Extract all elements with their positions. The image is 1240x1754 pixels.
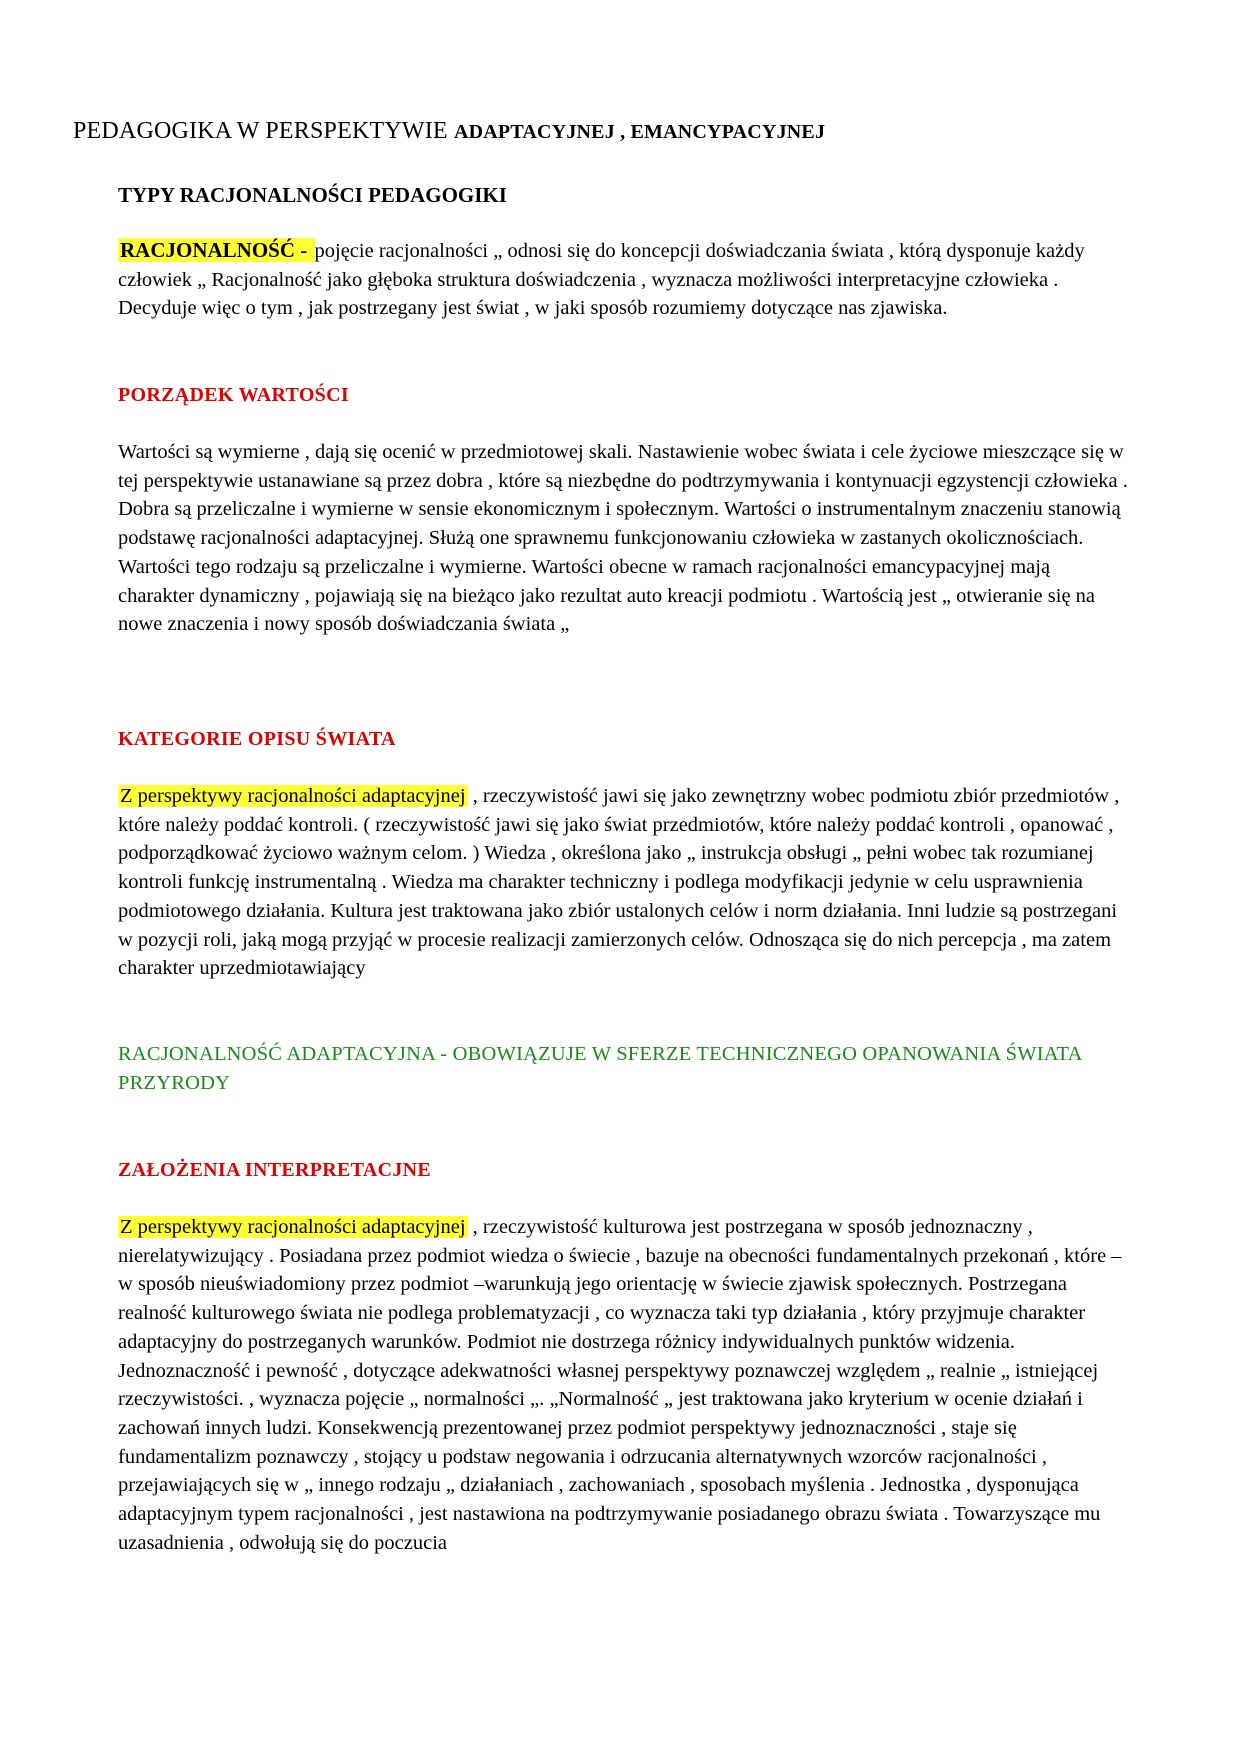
document-title xyxy=(73,118,825,145)
document-subtitle: TYPY RACJONALNOŚCI PEDAGOGIKI xyxy=(118,183,507,207)
section-heading-assumptions: ZAŁOŻENIA INTERPRETACJNE xyxy=(118,1159,432,1181)
assumptions-text: , rzeczywistość kulturowa jest postrzegana w sposób jednoznaczny , nierelatywizujący . Posiadana przez podmiot wiedza o świecie , bazuje na obecności fundamentalnych przekonań , które – w sposób nieuświadomiony przez podmiot –warunkują jego orientację w świecie zjawisk społecznych. Postrzegana realność kulturowego świata nie podlega problematyzacji , co wyznacza taki typ działania , który przyjmuje charakter adaptacyjny do postrzeganych warunków. Podmiot nie dostrzega różnicy indywidualnych punktów widzenia. Jednoznaczność i pewność , dotyczące adekwatności własnej perspektywy poznawczej względem „ realnie „ istniejącej rzeczywistości. , wyznacza pojęcie „ normalności „. „Normalność „ jest traktowana jako kryterium w ocenie działań i zachowań innych ludzi. Konsekwencją prezentowanej przez podmiot perspektywy jednoznaczności , staje się fundamentalizm poznawczy , stojący u podstaw negowania i odrzucania alternatywnych wzorców racjonalności , przejawiających się w „ innego rodzaju „ działaniach , zachowaniach , sposobach myślenia . Jednostka , dysponująca adaptacyjnym typem racjonalności , jest nastawiona na podtrzymywanie posiadanego obrazu świata . Towarzyszące mu uzasadnienia , odwołują się do poczucia xyxy=(118,1216,1122,1554)
assumptions-paragraph xyxy=(118,1213,1128,1557)
categories-paragraph xyxy=(118,782,1128,983)
section-heading-values: PORZĄDEK WARTOŚCI xyxy=(118,384,349,406)
section-heading-categories: KATEGORIE OPISU ŚWIATA xyxy=(118,728,396,750)
categories-text: , rzeczywistość jawi się jako zewnętrzny wobec podmiotu zbiór przedmiotów , które należy poddać kontroli. ( rzeczywistość jawi się jako świat przedmiotów, które należy poddać kontroli , opanować , podporządkować życiowo ważnym celom. ) Wiedza , określona jako „ instrukcja obsługi „ pełni wobec tak rozumianej kontroli funkcję instrumentalną . Wiedza ma charakter techniczny i podlega modyfikacji jedynie w celu usprawnienia podmiotowego działania. Kultura jest traktowana jako zbiór ustalonych celów i norm działania. Inni ludzie są postrzegani w pozycji roli, jaką mogą przyjąć w procesie realizacji zamierzonych celów. Odnosząca się do nich percepcja , ma zatem charakter uprzedmiotawiający xyxy=(118,785,1120,980)
title-sub: ADAPTACYJNEJ , EMANCYPACYJNEJ xyxy=(454,121,826,143)
adaptive-rationality-note: RACJONALNOŚĆ ADAPTACYJNA - OBOWIĄZUJE W SFERZE TECHNICZNEGO OPANOWANIA ŚWIATA PRZYRODY xyxy=(118,1043,1082,1094)
values-paragraph: Wartości są wymierne , dają się ocenić w przedmiotowej skali. Nastawienie wobec świata i cele życiowe mieszczące się w tej perspektywie ustanawiane są przez dobra , które są niezbędne do podtrzymywania i kontynuacji egzystencji człowieka . Dobra są przeliczalne i wymierne w sensie ekonomicznym i społecznym. Wartości o instrumentalnym znaczeniu stanowią podstawę racjonalności adaptacyjnej. Służą one sprawnemu funkcjonowaniu człowieka w zastanych okolicznościach. Wartości tego rodzaju są przeliczalne i wymierne. Wartości obecne w ramach racjonalności emancypacyjnej mają charakter dynamiczny , pojawiają się na bieżąco jako rezultat auto kreacji podmiotu . Wartością jest „ otwieranie się na nowe znaczenia i nowy sposób doświadczania świata „ xyxy=(118,441,1128,636)
title-main: PEDAGOGIKA W PERSPEKTYWIE xyxy=(73,118,454,144)
categories-highlight: Z perspektywy racjonalności adaptacyjnej xyxy=(120,785,466,807)
intro-paragraph xyxy=(118,236,1128,323)
intro-lead-highlight: RACJONALNOŚĆ - xyxy=(120,238,313,262)
intro-text: pojęcie racjonalności „ odnosi się do koncepcji doświadczania świata , którą dysponuje każdy człowiek „ Racjonalność jako głęboka struktura doświadczenia , wyznacza możliwości interpretacyjne człowieka . Decyduje więc o tym , jak postrzegany jest świat , w jaki sposób rozumiemy dotyczące nas zjawiska. xyxy=(118,240,1085,320)
assumptions-highlight: Z perspektywy racjonalności adaptacyjnej xyxy=(120,1216,466,1238)
